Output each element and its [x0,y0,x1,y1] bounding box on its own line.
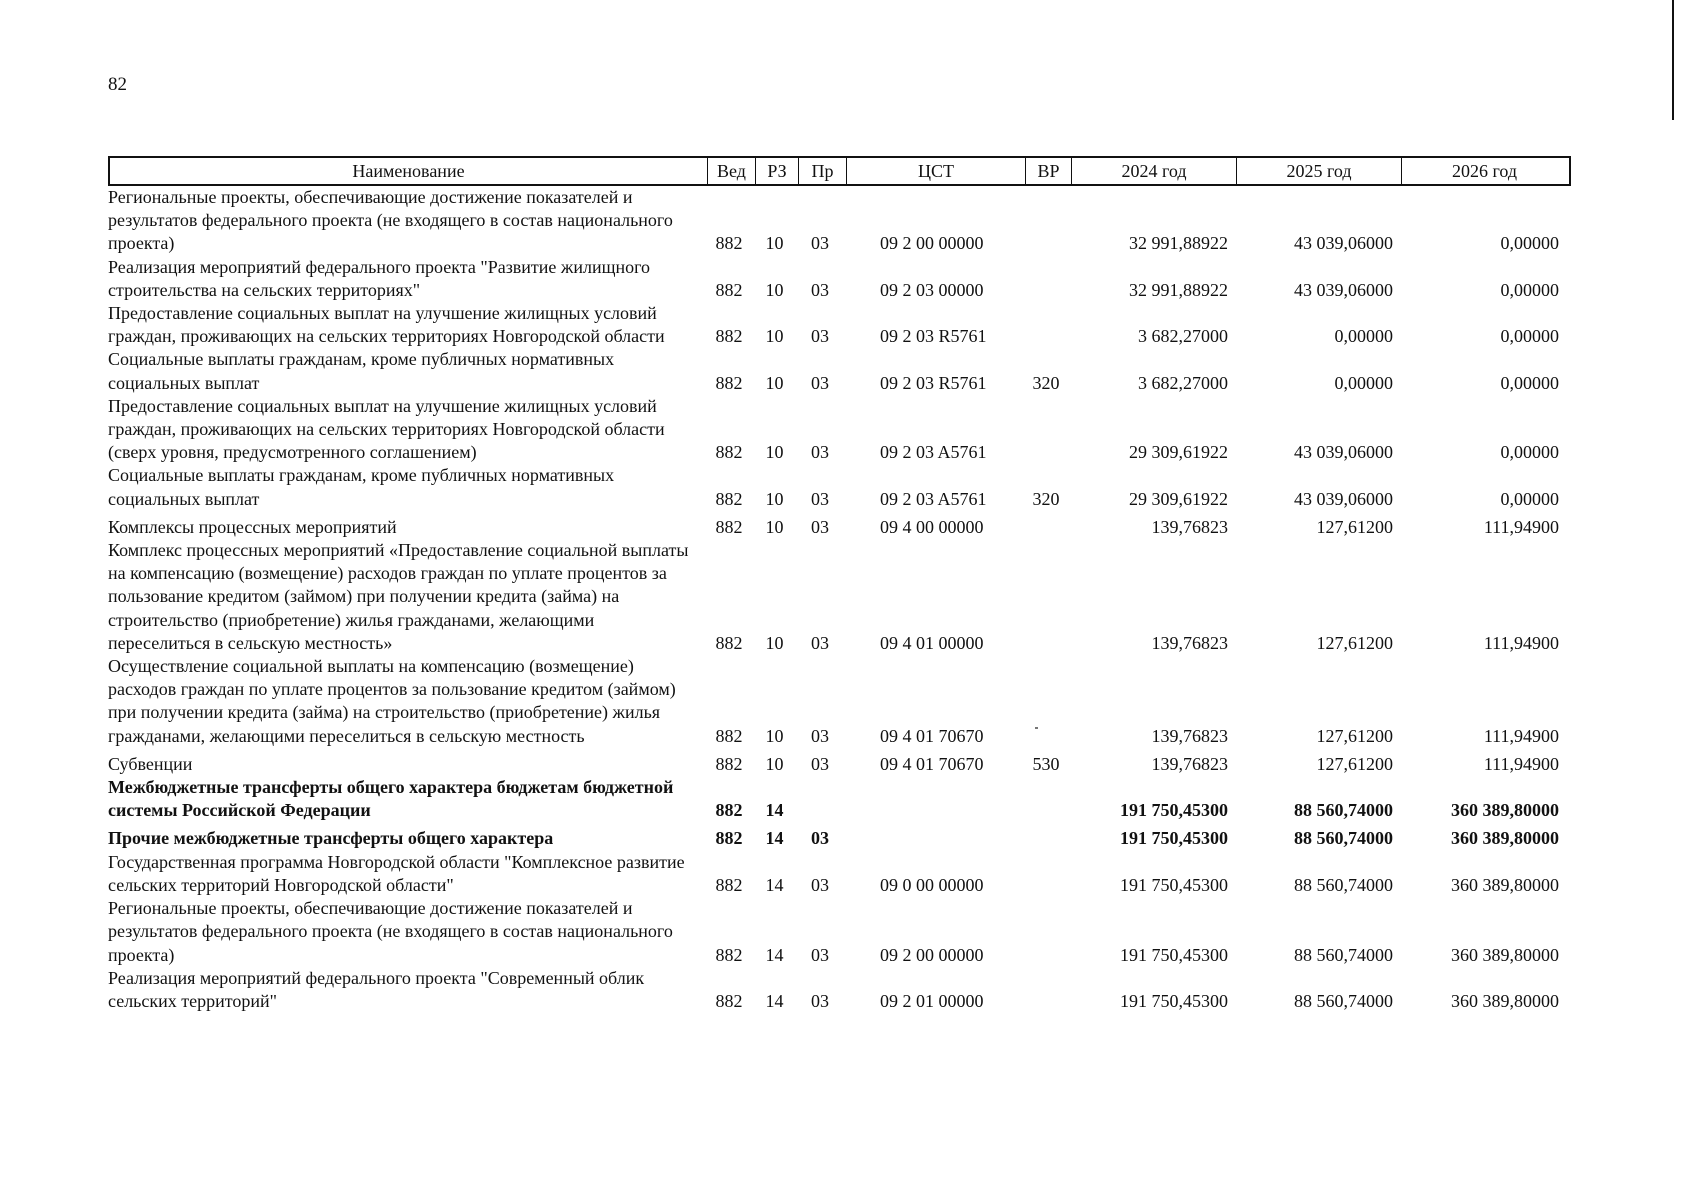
row-pr: 03 [811,874,829,895]
table-row [108,655,1571,748]
row-vr: 320 [1032,488,1060,509]
row-vr: 530 [1032,753,1060,774]
row-2024: 139,76823 [1151,632,1228,653]
row-2026: 111,94900 [1483,632,1559,653]
row-rz: 10 [765,753,784,774]
row-2026: 0,00000 [1500,279,1559,300]
row-2025: 43 039,06000 [1294,279,1393,300]
table-row [108,967,1571,1013]
header-2025: 2025 год [1236,158,1401,184]
row-2026: 0,00000 [1500,326,1559,347]
row-ved: 882 [715,800,743,821]
table-body [108,186,1571,1013]
row-ved: 882 [715,990,743,1011]
row-2026: 0,00000 [1500,372,1559,393]
header-ved: Вед [707,158,755,184]
row-name: Социальные выплаты гражданам, кроме публичных нормативных социальных выплат [108,349,615,393]
row-pr: 03 [811,372,829,393]
row-2025: 88 560,74000 [1294,800,1393,821]
row-2025: 88 560,74000 [1294,874,1393,895]
row-cst: 09 4 01 00000 [880,632,984,653]
row-name: Комплексы процессных мероприятий [108,516,397,537]
row-2025: 0,00000 [1334,326,1393,347]
row-2024: 191 750,45300 [1120,944,1228,965]
row-ved: 882 [715,372,743,393]
row-cst: 09 2 03 A5761 [880,442,987,463]
table-row [108,851,1571,897]
row-rz: 10 [765,488,784,509]
row-2025: 43 039,06000 [1294,233,1393,254]
row-2024: 3 682,27000 [1138,326,1228,347]
row-2026: 0,00000 [1500,488,1559,509]
page-edge-line [1672,0,1674,120]
row-2025: 127,61200 [1316,725,1393,746]
row-name: Региональные проекты, обеспечивающие достижение показателей и результатов федерального проекта (не входящего в состав национального проекта) [108,898,673,965]
row-vr: 320 [1032,372,1060,393]
row-name: Межбюджетные трансферты общего характера бюджетам бюджетной системы Российской Федерации [108,777,674,821]
row-cst: 09 2 01 00000 [880,990,984,1011]
page-number: 82 [108,74,127,95]
row-ved: 882 [715,442,743,463]
row-2026: 360 389,80000 [1451,874,1559,895]
row-rz: 14 [765,828,784,849]
row-2024: 139,76823 [1151,725,1228,746]
header-2026: 2026 год [1401,158,1567,184]
table-header [108,156,1571,186]
row-ved: 882 [715,632,743,653]
row-2025: 88 560,74000 [1294,990,1393,1011]
row-name: Государственная программа Новгородской области "Комплексное развитие сельских территорий Новгородской области" [108,851,685,895]
row-cst: 09 0 00 00000 [880,874,984,895]
row-cst: 09 2 03 R5761 [880,326,987,347]
row-2024: 139,76823 [1151,516,1228,537]
row-2026: 111,94900 [1483,516,1559,537]
row-name: Предоставление социальных выплат на улучшение жилищных условий граждан, проживающих на сельских территориях Новгородской области [108,303,665,347]
table-row [108,302,1571,348]
row-ved: 882 [715,944,743,965]
row-pr: 03 [811,442,829,463]
row-rz: 10 [765,372,784,393]
row-cst: 09 4 01 70670 [880,725,984,746]
table-row [108,897,1571,967]
row-pr: 03 [811,326,829,347]
row-2024: 32 991,88922 [1129,233,1228,254]
row-pr: 03 [811,944,829,965]
row-cst: 09 2 03 00000 [880,279,984,300]
row-pr: 03 [811,828,829,849]
row-name: Осуществление социальной выплаты на компенсацию (возмещение) расходов граждан по уплате процентов за пользование кредитом (займом) при получении кредита (займа) на строительство (приобретение) жилья гражданами, желающими переселиться в сельскую местность [108,656,676,746]
row-2025: 127,61200 [1316,753,1393,774]
row-2025: 0,00000 [1334,372,1393,393]
table-row [108,395,1571,465]
row-2024: 32 991,88922 [1129,279,1228,300]
row-ved: 882 [715,488,743,509]
row-cst: 09 2 03 A5761 [880,488,987,509]
row-2026: 360 389,80000 [1451,828,1559,849]
table-row [108,464,1571,510]
row-cst: 09 4 00 00000 [880,516,984,537]
table-row [108,539,1571,655]
row-rz: 14 [765,800,784,821]
row-pr: 03 [811,753,829,774]
row-2026: 360 389,80000 [1451,990,1559,1011]
row-name: Региональные проекты, обеспечивающие достижение показателей и результатов федерального проекта (не входящего в состав национального проекта) [108,187,673,254]
row-rz: 10 [765,326,784,347]
row-cst: 09 2 00 00000 [880,233,984,254]
row-2025: 43 039,06000 [1294,488,1393,509]
row-2026: 111,94900 [1483,725,1559,746]
table-row [108,256,1571,302]
table-row [108,516,1571,539]
row-pr: 03 [811,516,829,537]
table-row [108,776,1571,822]
row-name: Субвенции [108,753,193,774]
row-ved: 882 [715,874,743,895]
row-pr: 03 [811,632,829,653]
row-rz: 10 [765,725,784,746]
row-rz: 10 [765,233,784,254]
header-vr: ВР [1025,158,1071,184]
row-ved: 882 [715,828,743,849]
row-2026: 0,00000 [1500,233,1559,254]
row-ved: 882 [715,279,743,300]
row-cst: 09 2 00 00000 [880,944,984,965]
row-rz: 14 [765,874,784,895]
row-rz: 14 [765,990,784,1011]
row-ved: 882 [715,725,743,746]
row-2024: 139,76823 [1151,753,1228,774]
row-rz: 10 [765,516,784,537]
row-ved: 882 [715,516,743,537]
row-cst: 09 4 01 70670 [880,753,984,774]
table-row [108,186,1571,256]
budget-table [108,156,1571,1013]
row-2025: 127,61200 [1316,632,1393,653]
row-name: Социальные выплаты гражданам, кроме публичных нормативных социальных выплат [108,465,615,509]
row-pr: 03 [811,725,829,746]
table-row [108,348,1571,394]
row-2025: 43 039,06000 [1294,442,1393,463]
header-rz: РЗ [755,158,798,184]
row-rz: 10 [765,279,784,300]
row-2024: 191 750,45300 [1120,874,1228,895]
table-row [108,827,1571,850]
row-2026: 360 389,80000 [1451,944,1559,965]
row-name: Комплекс процессных мероприятий «Предоставление социальной выплаты на компенсацию (возмещение) расходов граждан по уплате процентов за пользование кредитом (займом) при получении кредита (займа) на строительство (приобретение) жилья гражданами, желающими переселиться в сельскую местность» [108,540,689,653]
row-rz: 10 [765,442,784,463]
row-2024: 191 750,45300 [1120,990,1228,1011]
row-name: Реализация мероприятий федерального проекта "Развитие жилищного строительства на сельских территориях" [108,256,651,300]
row-cst: 09 2 03 R5761 [880,372,987,393]
row-name: Реализация мероприятий федерального проекта "Современный облик сельских территорий" [108,967,645,1011]
row-ved: 882 [715,326,743,347]
row-pr: 03 [811,990,829,1011]
row-2025: 127,61200 [1316,516,1393,537]
row-ved: 882 [715,233,743,254]
row-2024: 29 309,61922 [1129,488,1228,509]
row-rz: 14 [765,944,784,965]
header-pr: Пр [798,158,846,184]
row-name: Предоставление социальных выплат на улучшение жилищных условий граждан, проживающих на сельских территориях Новгородской области (сверх уровня, предусмотренного соглашением) [108,395,665,463]
row-ved: 882 [715,753,743,774]
table-row [108,753,1571,776]
row-name: Прочие межбюджетные трансферты общего характера [108,828,554,849]
row-2026: 360 389,80000 [1451,800,1559,821]
row-2024: 191 750,45300 [1120,800,1228,821]
row-2024: 29 309,61922 [1129,442,1228,463]
row-2026: 111,94900 [1483,753,1559,774]
row-2024: 3 682,27000 [1138,372,1228,393]
header-cst: ЦСТ [846,158,1025,184]
row-2024: 191 750,45300 [1120,828,1228,849]
row-pr: 03 [811,233,829,254]
row-2025: 88 560,74000 [1294,944,1393,965]
row-pr: 03 [811,279,829,300]
row-rz: 10 [765,632,784,653]
header-name: Наименование [352,161,465,181]
header-2024: 2024 год [1071,158,1236,184]
row-2026: 0,00000 [1500,442,1559,463]
row-pr: 03 [811,488,829,509]
row-2025: 88 560,74000 [1294,828,1393,849]
